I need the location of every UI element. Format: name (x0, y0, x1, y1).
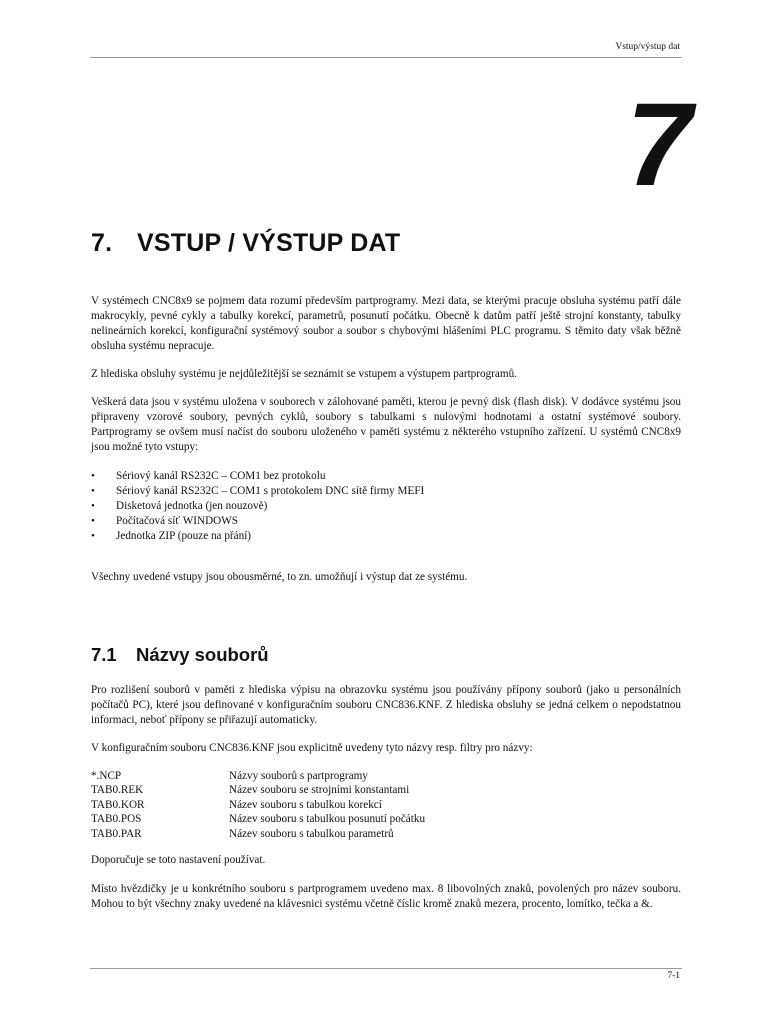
list-item: • Jednotka ZIP (pouze na přání) (91, 529, 424, 544)
filter-code: TAB0.PAR (91, 827, 142, 840)
filter-description: Název souboru s tabulkou parametrů (229, 827, 394, 840)
filter-code: TAB0.REK (91, 784, 144, 797)
chapter-title-text: VSTUP / VÝSTUP DAT (137, 229, 401, 257)
list-item: • Počítačová síť WINDOWS (91, 514, 424, 529)
filter-description: Název souboru s tabulkou korekcí (229, 798, 382, 811)
importance-paragraph: Z hlediska obsluhy systému je nejdůležitější se seznámit se vstupem a výstupem partprogramů. (91, 368, 517, 380)
filter-description: Název souboru se strojními konstantami (229, 784, 410, 797)
extensions-paragraph: Pro rozlišení souborů v paměti z hlediska výpisu na obrazovku systému jsou používány přípony souborů (jako u personálních počítačů PC), které jsou definované v konfiguračním souboru CNC836.KNF. Z hlediska obsluhy se jedná celkem o nepodstatnou informaci, neboť přípony se přiřazují automaticky. (91, 684, 681, 726)
recommendation-paragraph: Doporučuje se toto nastavení používat. (91, 854, 266, 866)
section-title-number: 7.1 (91, 644, 117, 665)
running-header: Vstup/výstup dat (615, 42, 680, 52)
list-item: • Sériový kanál RS232C – COM1 s protokolem DNC sítě firmy MEFI (91, 484, 424, 499)
section-title-text: Názvy souborů (136, 644, 269, 665)
filter-description: Názvy souborů s partprogramy (229, 770, 368, 782)
page-number: 7-1 (667, 971, 680, 981)
list-item: • Sériový kanál RS232C – COM1 bez protokolu (91, 469, 424, 484)
table-row (91, 769, 425, 783)
filter-description: Název souboru s tabulkou posunutí počátku (229, 813, 426, 826)
table-row (91, 827, 425, 841)
storage-paragraph: Veškerá data jsou v systému uložena v souborech v zálohované paměti, kterou je pevný disk (flash disk). V dodávce systému jsou připraveny vzorové soubory, pevných cyklů, soubory s tabulkami s nulovými hodnotami a ostatní systémové soubory. Partprogramy se ovšem musí načíst do souboru uloženého v paměti systému z některého vstupního zařízení. U systémů CNC8x9 jsou možné tyto vstupy: (91, 396, 681, 453)
chapter-title-number: 7. (91, 229, 113, 257)
chapter-title (91, 229, 400, 258)
bidirectional-paragraph: Všechny uvedené vstupy jsou obousměrné, to zn. umožňují i výstup dat ze systému. (91, 571, 468, 583)
input-devices-list (91, 469, 424, 544)
section-title (91, 644, 269, 666)
intro-paragraph: V systémech CNC8x9 se pojmem data rozumí především partprogramy. Mezi data, se kterými pracuje obsluha systému patří dále makrocykly, pevné cykly a tabulky korekcí, parametrů, posunutí počátku. Obecně k datům patří ještě strojní konstanty, tabulky nelineárních korekcí, konfigurační systémový soubor a soubor s chybovými hlášeními PLC programu. S těmito daty však běžně obsluha systému nepracuje. (91, 295, 681, 352)
filter-code: TAB0.POS (91, 813, 142, 826)
filter-code: *.NCP (91, 770, 122, 782)
table-row (91, 812, 425, 826)
table-row (91, 783, 425, 797)
asterisk-paragraph: Místo hvězdičky je u konkrétního souboru s partprogramem uvedeno max. 8 libovolných znaků, povolených pro název souboru. Mohou to být všechny znaky uvedené na klávesnici systému včetně číslic kromě znaků mezera, procento, lomítko, tečka a &. (91, 883, 681, 910)
file-filter-table (91, 769, 425, 841)
list-item: • Disketová jednotka (jen nouzově) (91, 499, 424, 514)
header-rule (90, 57, 682, 58)
table-row (91, 798, 425, 812)
chapter-number: 7 (626, 79, 688, 211)
config-paragraph: V konfiguračním souboru CNC836.KNF jsou explicitně uvedeny tyto názvy resp. filtry pro názvy: (91, 742, 533, 754)
filter-code: TAB0.KOR (91, 798, 145, 811)
footer-rule (90, 968, 682, 969)
